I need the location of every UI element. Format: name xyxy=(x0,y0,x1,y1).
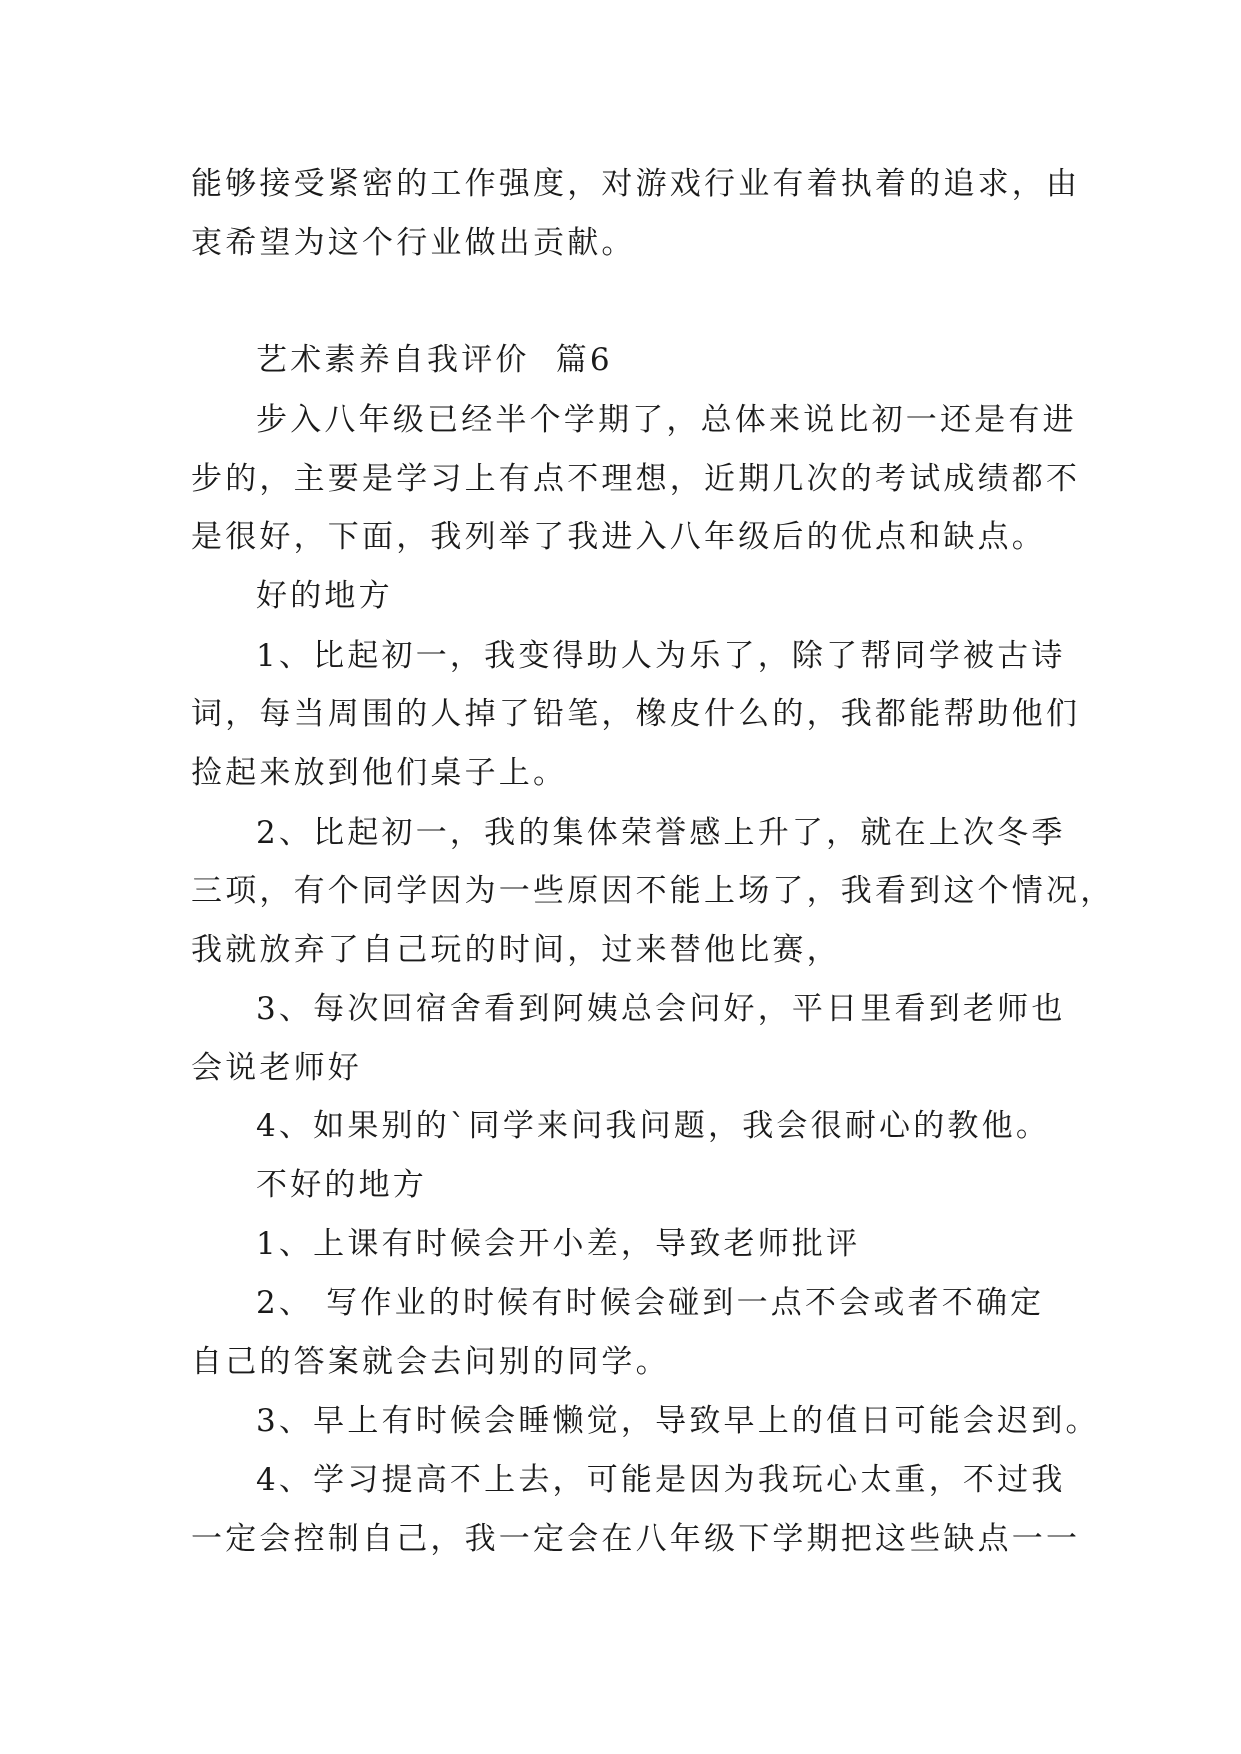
good-item-line: 1、比起初一，我变得助人为乐了，除了帮同学被古诗 xyxy=(256,638,1066,674)
section-title: 艺术素养自我评价 篇6 xyxy=(256,342,613,378)
bad-item-line: 3、早上有时候会睡懒觉，导致早上的值日可能会迟到。 xyxy=(256,1403,1100,1439)
intro-line: 能够接受紧密的工作强度，对游戏行业有着执着的追求，由 xyxy=(191,166,1081,202)
good-item-line: 会说老师好 xyxy=(191,1050,362,1086)
good-heading: 好的地方 xyxy=(256,578,393,614)
bad-item-line: 自己的答案就会去问别的同学。 xyxy=(191,1344,670,1380)
bad-item-line: 一定会控制自己，我一定会在八年级下学期把这些缺点一一 xyxy=(191,1521,1081,1557)
bad-item-line: 1、上课有时候会开小差，导致老师批评 xyxy=(256,1226,861,1262)
paragraph-line: 步入八年级已经半个学期了，总体来说比初一还是有进 xyxy=(256,402,1077,438)
bad-item-line: 4、学习提高不上去，可能是因为我玩心太重，不过我 xyxy=(256,1462,1066,1498)
intro-line: 衷希望为这个行业做出贡献。 xyxy=(191,225,636,261)
good-item-line: 3、每次回宿舍看到阿姨总会问好，平日里看到老师也 xyxy=(256,991,1066,1027)
bad-item-line: 2、 写作业的时候有时候会碰到一点不会或者不确定 xyxy=(256,1285,1045,1321)
paragraph-line: 步的，主要是学习上有点不理想，近期几次的考试成绩都不 xyxy=(191,461,1081,497)
good-item-line: 捡起来放到他们桌子上。 xyxy=(191,755,568,791)
good-item-line: 2、比起初一，我的集体荣誉感上升了，就在上次冬季 xyxy=(256,815,1066,851)
bad-heading: 不好的地方 xyxy=(256,1167,427,1203)
good-item-line: 我就放弃了自己玩的时间，过来替他比赛， xyxy=(191,932,841,968)
good-item-line: 4、如果别的`同学来问我问题，我会很耐心的教他。 xyxy=(256,1108,1051,1144)
paragraph-line: 是很好，下面，我列举了我进入八年级后的优点和缺点。 xyxy=(191,519,1046,555)
good-item-line: 词，每当周围的人掉了铅笔，橡皮什么的，我都能帮助他们 xyxy=(191,696,1081,732)
good-item-line: 三项，有个同学因为一些原因不能上场了，我看到这个情况， xyxy=(191,873,1115,909)
